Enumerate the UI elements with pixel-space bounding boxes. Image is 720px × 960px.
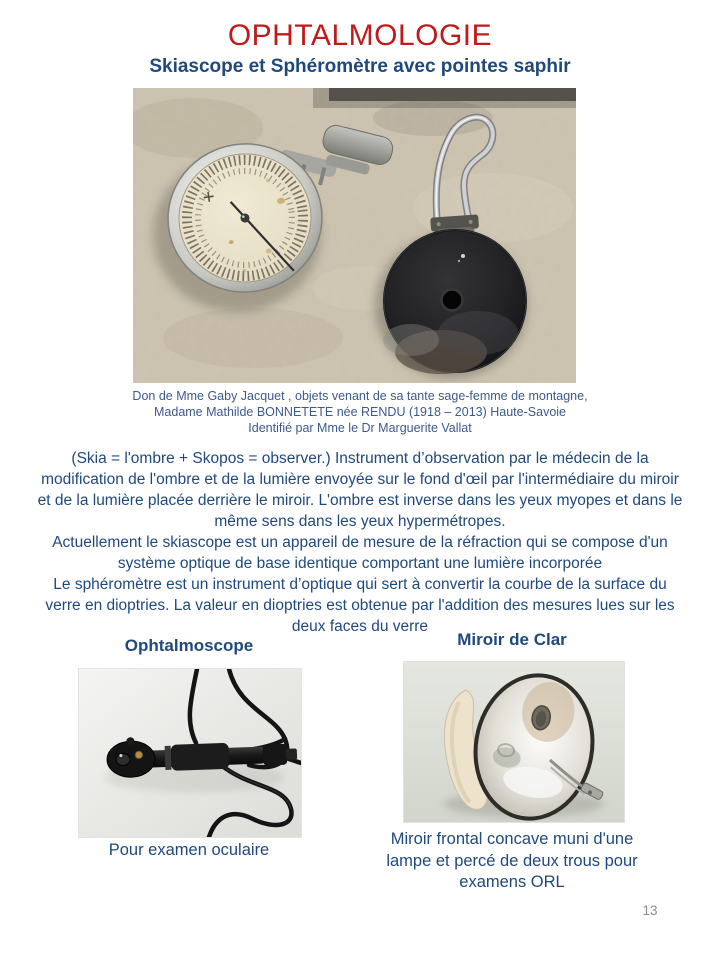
photo-top-shadow (329, 88, 576, 101)
ophthalmoscope-photo-image (79, 669, 301, 837)
mirror-center-hole (442, 290, 463, 311)
page-number: 13 (642, 903, 658, 918)
slide-subtitle: Skiascope et Sphéromètre avec pointes saphir (149, 56, 571, 77)
body-paragraph-spherometer: Le sphéromètre est un instrument d’optique qui sert à convertir la courbe de la surface du verre en dioptries. La valeur en dioptries est obtenue par l'addition des mesures lues sur les deux faces du verre (45, 576, 675, 635)
caption-line: Don de Mme Gaby Jacquet , objets venant de sa tante sage-femme de montagne, (132, 389, 588, 403)
ophthalmoscope-photo (78, 668, 302, 838)
clar-mirror-photo-image (404, 662, 624, 822)
heading-miroir-de-clar: Miroir de Clar (457, 630, 567, 649)
clar-mirror-photo (403, 661, 625, 823)
caption-line: Identifié par Mme le Dr Marguerite Vallat (248, 421, 472, 435)
body-paragraph-skiascope: (Skia = l'ombre + Skopos = observer.) Instrument d’observation par le médecin de la modification de l'ombre et de la lumière envoyée sur le fond d'œil par l'intermédiaire du miroir et de la lumière placée derrière le miroir. L'ombre est inverse dans les yeux myopes et dans le même sens dans les yeux hypermétropes. (37, 450, 683, 530)
caption-line: Madame Mathilde BONNETETE née RENDU (1918 – 2013) Haute-Savoie (154, 405, 566, 419)
caption-ophtalmoscope: Pour examen oculaire (108, 841, 270, 859)
caption-miroir-de-clar: Miroir frontal concave muni d'une lampe et percé de deux trous pour examens ORL (386, 830, 638, 891)
heading-ophtalmoscope: Ophtalmoscope (124, 636, 254, 655)
page-title: OPHTALMOLOGIE (227, 19, 493, 52)
skiascope-spherometer-photo-image (133, 88, 576, 383)
body-paragraph-current: Actuellement le skiascope est un appareil de mesure de la réfraction qui se compose d'un système optique de base identique comportant une lumière incorporée (52, 534, 668, 572)
main-photo (133, 88, 576, 383)
main-photo-caption (40, 388, 680, 436)
body-text (36, 448, 684, 637)
